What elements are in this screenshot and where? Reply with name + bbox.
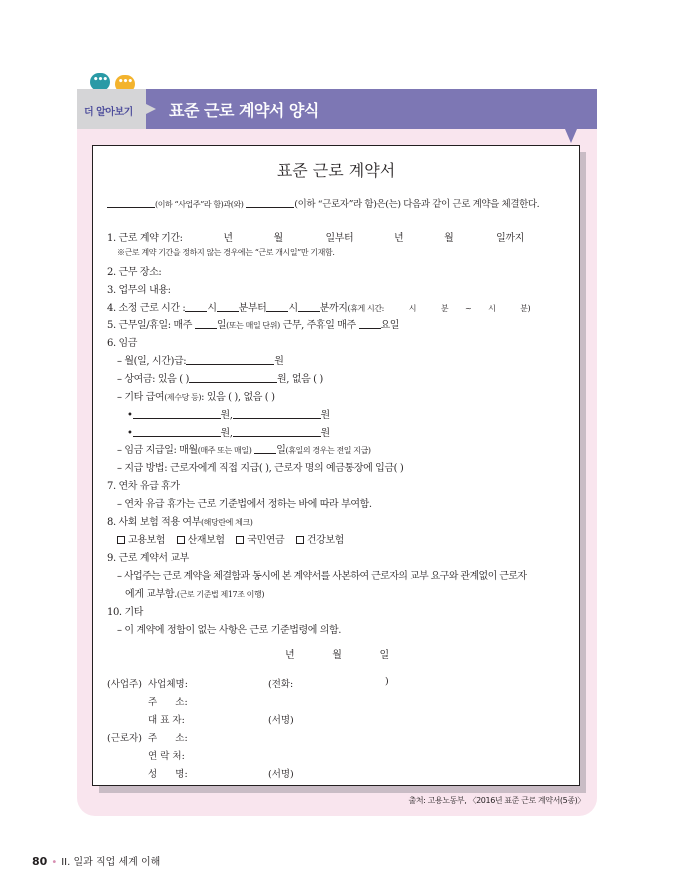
separator-dot-icon: • xyxy=(51,857,58,868)
worker-name: 성 명: xyxy=(148,769,188,780)
item-other: 10. 기타 xyxy=(107,607,144,618)
employer-business-name: 사업체명: xyxy=(148,679,188,690)
insurance-option-industrial-accident[interactable]: 산재보험 xyxy=(177,535,225,546)
end-hour-blank[interactable] xyxy=(266,302,288,312)
contract-delivery-text-1: – 사업주는 근로 계약을 체결함과 동시에 본 계약서를 사본하여 근로자의 교부 요구와 관계없이 근로자 xyxy=(117,571,527,582)
other-text: – 이 계약에 정함이 없는 사항은 근로 기준법령에 의함. xyxy=(117,625,342,636)
worker-address: 주 소: xyxy=(148,733,188,744)
annual-leave-text: – 연차 유급 휴가는 근로 기준법에서 정하는 바에 따라 부여함. xyxy=(117,499,372,510)
section-title: 표준 근로 계약서 양식 xyxy=(169,101,319,120)
other-wage-blank[interactable] xyxy=(133,409,221,419)
employer-representative: 대 표 자: xyxy=(148,715,185,726)
contract-delivery-text-2: 에게 교부함.(근로 기준법 제17조 이행) xyxy=(125,589,265,600)
page-footer xyxy=(32,853,160,868)
worker-name-blank[interactable] xyxy=(246,198,294,208)
employer-signature[interactable]: (서명) xyxy=(268,715,294,726)
wage-other: – 기타 급여(제수당 등): 있음 ( ), 없음 ( ) xyxy=(117,392,275,403)
yellow-bubble-icon: ••• xyxy=(115,75,135,93)
intro-line: (이하 “사업주”라 함)과(와) (이하 “근로자”라 함)은(는) 다음과 같이 근로 계약을 체결한다. xyxy=(107,196,539,210)
wage-payment-method: – 지급 방법: 근로자에게 직접 지급( ), 근로자 명의 예금통장에 입금( ) xyxy=(117,463,404,474)
employer-name-blank[interactable] xyxy=(107,198,155,208)
teal-bubble-icon: ••• xyxy=(90,73,110,91)
base-wage-blank[interactable] xyxy=(186,355,274,365)
chapter-title: II. 일과 직업 세계 이해 xyxy=(61,857,161,868)
insurance-option-health[interactable]: 건강보험 xyxy=(296,535,344,546)
item-annual-leave: 7. 연차 유급 휴가 xyxy=(107,481,180,492)
wage-bonus: – 상여금: 있음 ( ) 원, 없음 ( ) xyxy=(117,374,323,385)
section-label: 더 알아보기 xyxy=(84,107,133,118)
item-social-insurance: 8. 사회 보험 적용 여부(해당란에 체크) xyxy=(107,517,253,528)
employer-address: 주 소: xyxy=(148,697,188,708)
insurance-options xyxy=(117,531,344,546)
page-number: 80 xyxy=(32,855,48,868)
arrow-right-icon xyxy=(146,104,156,114)
checkbox[interactable] xyxy=(177,536,185,544)
start-hour-blank[interactable] xyxy=(185,302,207,312)
employer-tag: (사업주) xyxy=(107,679,142,690)
item-wage: 6. 임금 xyxy=(107,338,138,349)
weekly-holiday-blank[interactable] xyxy=(359,319,381,329)
workdays-blank[interactable] xyxy=(195,319,217,329)
checkbox[interactable] xyxy=(117,536,125,544)
worker-tag: (근로자) xyxy=(107,733,142,744)
contract-document xyxy=(92,145,580,786)
employer-phone[interactable]: (전화: xyxy=(268,679,294,690)
item-contract-period: 1. 근로 계약 기간: 년 월 일부터 년 월 일까지 xyxy=(107,233,524,244)
item-working-hours: 4. 소정 근로 시간 : 시 분부터 시 분까지(휴게 시간: 시 분 ~ 시 분) xyxy=(107,303,531,314)
item-job-description: 3. 업무의 내용: xyxy=(107,285,171,296)
item-workdays: 5. 근무일/휴일: 매주 일(또는 매일 단위) 근무, 주휴일 매주 요일 xyxy=(107,320,400,331)
item-contract-delivery: 9. 근로 계약서 교부 xyxy=(107,553,189,564)
start-minute-blank[interactable] xyxy=(217,302,239,312)
worker-contact: 연 락 처: xyxy=(148,751,185,762)
end-minute-blank[interactable] xyxy=(298,302,320,312)
wage-other-row-2: • 원, 원 xyxy=(127,428,330,439)
wage-other-row-1: • 원, 원 xyxy=(127,410,330,421)
employer-phone-close: ) xyxy=(385,676,389,687)
wage-base: – 월(일, 시간)급: 원 xyxy=(117,356,284,367)
bonus-blank[interactable] xyxy=(189,373,277,383)
payday-blank[interactable] xyxy=(254,444,276,454)
source-caption: 출처: 고용노동부, 〈2016년 표준 근로 계약서(5종)〉 xyxy=(408,796,585,805)
checkbox[interactable] xyxy=(236,536,244,544)
triangle-down-icon xyxy=(565,129,577,143)
other-wage-blank[interactable] xyxy=(133,427,221,437)
other-wage-blank[interactable] xyxy=(233,409,321,419)
other-wage-blank[interactable] xyxy=(233,427,321,437)
insurance-option-employment[interactable]: 고용보험 xyxy=(117,535,165,546)
document-title: 표준 근로 계약서 xyxy=(276,161,396,180)
contract-period-note: ※근로 계약 기간을 정하지 않는 경우에는 “근로 개시일”만 기재함. xyxy=(117,248,335,257)
checkbox[interactable] xyxy=(296,536,304,544)
item-workplace: 2. 근무 장소: xyxy=(107,267,162,278)
worker-signature[interactable]: (서명) xyxy=(268,769,294,780)
contract-date: 년 월 일 xyxy=(285,650,389,661)
insurance-option-pension[interactable]: 국민연금 xyxy=(236,535,284,546)
wage-payday: – 임금 지급일: 매월(매주 또는 매일) 일(휴일의 경우는 전일 지급) xyxy=(117,445,371,456)
